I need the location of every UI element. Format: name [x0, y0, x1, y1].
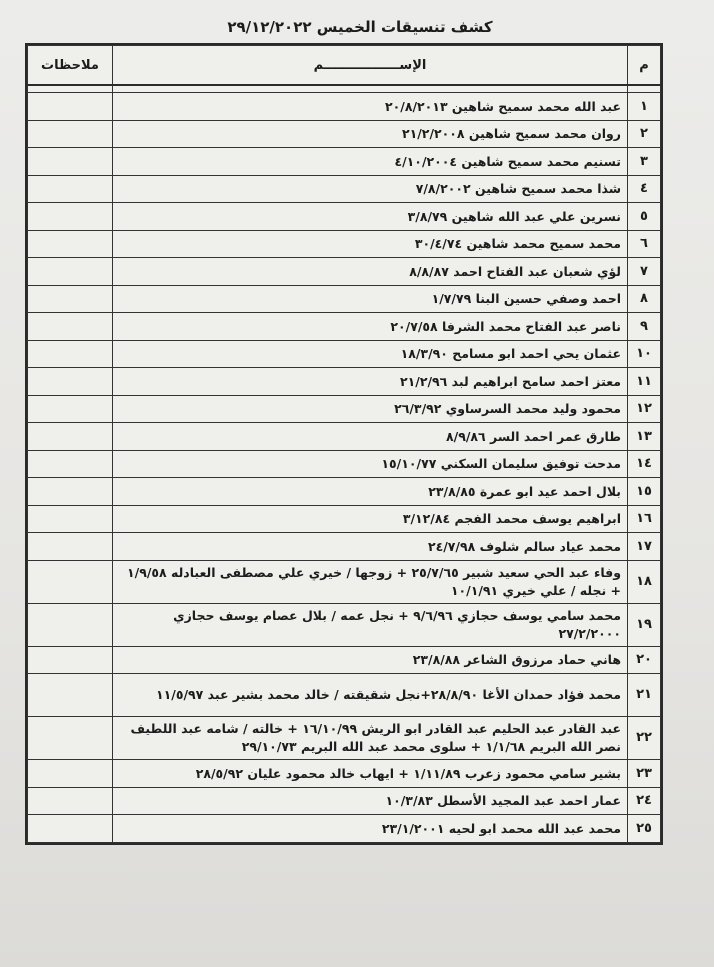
row-notes	[28, 505, 113, 533]
row-notes	[28, 230, 113, 258]
document-title: كشف تنسيقات الخميس ٢٩/١٢/٢٠٢٢	[227, 18, 493, 36]
table-row	[28, 285, 661, 313]
header-name: الإســـــــــــــــــم	[113, 46, 628, 86]
table-row	[28, 230, 661, 258]
row-notes	[28, 313, 113, 341]
row-number: ٤	[628, 175, 661, 203]
row-name: معتز احمد سامح ابراهيم لبد ٢١/٢/٩٦	[113, 368, 628, 396]
row-notes	[28, 93, 113, 121]
table-row	[28, 674, 661, 717]
row-notes	[28, 285, 113, 313]
row-name: مدحت توفيق سليمان السكني ١٥/١٠/٧٧	[113, 450, 628, 478]
row-number: ٢٢	[628, 717, 661, 760]
row-notes	[28, 120, 113, 148]
row-notes	[28, 450, 113, 478]
table-row	[28, 478, 661, 506]
table-body	[28, 85, 661, 842]
table-row	[28, 603, 661, 646]
row-name: شذا محمد سميح شاهين ٧/٨/٢٠٠٢	[113, 175, 628, 203]
table-row	[28, 423, 661, 451]
row-number: ١٣	[628, 423, 661, 451]
table-row	[28, 313, 661, 341]
header-notes: ملاحظات	[28, 46, 113, 86]
row-notes	[28, 203, 113, 231]
table-row	[28, 203, 661, 231]
row-notes	[28, 646, 113, 674]
row-name: نسرين علي عبد الله شاهين ٣/٨/٧٩	[113, 203, 628, 231]
row-name: محمد سامي يوسف حجازي ٩/٦/٩٦ + نجل عمه / بلال عصام يوسف حجازي ٢٧/٢/٢٠٠٠	[113, 603, 628, 646]
row-name: وفاء عبد الحي سعيد شبير ٢٥/٧/٦٥ + زوجها / خيري علي مصطفى العبادله ١/٩/٥٨ + نجله / علي خيري ١٠/١/٩١	[113, 560, 628, 603]
row-number: ٥	[628, 203, 661, 231]
table-row	[28, 787, 661, 815]
row-name: محمود وليد محمد السرساوي ٢٦/٣/٩٢	[113, 395, 628, 423]
row-notes	[28, 423, 113, 451]
names-table-frame	[25, 43, 663, 845]
table-row	[28, 175, 661, 203]
row-name: محمد فؤاد حمدان الأغا ٢٨/٨/٩٠+نجل شقيقته / خالد محمد بشير عبد ١١/٥/٩٧	[113, 674, 628, 717]
row-name: محمد سميح محمد شاهين ٣٠/٤/٧٤	[113, 230, 628, 258]
row-notes	[28, 815, 113, 843]
row-number: ٦	[628, 230, 661, 258]
row-notes	[28, 258, 113, 286]
row-number: ٩	[628, 313, 661, 341]
row-name: بشير سامي محمود زعرب ١/١١/٨٩ + ايهاب خالد محمود عليان ٢٨/٥/٩٢	[113, 760, 628, 788]
row-notes	[28, 717, 113, 760]
row-number: ٢٠	[628, 646, 661, 674]
row-number: ٢	[628, 120, 661, 148]
table-row	[28, 760, 661, 788]
table-row	[28, 395, 661, 423]
row-notes	[28, 175, 113, 203]
row-number: ١٩	[628, 603, 661, 646]
row-notes	[28, 560, 113, 603]
table-row	[28, 505, 661, 533]
header-number: م	[628, 46, 661, 86]
row-name: عبد الله محمد سميح شاهين ٢٠/٨/٢٠١٣	[113, 93, 628, 121]
row-number: ٢١	[628, 674, 661, 717]
table-row	[28, 646, 661, 674]
row-notes	[28, 674, 113, 717]
table-header-row	[28, 46, 661, 86]
table-row	[28, 340, 661, 368]
row-name: عمار احمد عبد المجيد الأسطل ١٠/٣/٨٣	[113, 787, 628, 815]
row-number: ٣	[628, 148, 661, 176]
row-number: ١٢	[628, 395, 661, 423]
row-notes	[28, 533, 113, 561]
row-number: ٢٥	[628, 815, 661, 843]
names-table	[27, 45, 661, 843]
row-name: محمد عبد الله محمد ابو لحيه ٢٣/١/٢٠٠١	[113, 815, 628, 843]
row-number: ١٠	[628, 340, 661, 368]
row-name: طارق عمر احمد السر ٨/٩/٨٦	[113, 423, 628, 451]
row-name: محمد عياد سالم شلوف ٢٤/٧/٩٨	[113, 533, 628, 561]
table-row	[28, 148, 661, 176]
row-notes	[28, 787, 113, 815]
row-name: هاني حماد مرزوق الشاعر ٢٣/٨/٨٨	[113, 646, 628, 674]
row-notes	[28, 368, 113, 396]
header-gap-row	[28, 85, 661, 93]
row-number: ١٧	[628, 533, 661, 561]
row-number: ١١	[628, 368, 661, 396]
table-row	[28, 533, 661, 561]
row-notes	[28, 395, 113, 423]
row-notes	[28, 603, 113, 646]
row-notes	[28, 760, 113, 788]
row-number: ١٥	[628, 478, 661, 506]
row-number: ١٨	[628, 560, 661, 603]
row-name: بلال احمد عيد ابو عمرة ٢٣/٨/٨٥	[113, 478, 628, 506]
table-row	[28, 368, 661, 396]
row-number: ٧	[628, 258, 661, 286]
row-notes	[28, 340, 113, 368]
row-name: لؤي شعبان عبد الفتاح احمد ٨/٨/٨٧	[113, 258, 628, 286]
row-notes	[28, 148, 113, 176]
row-number: ٢٤	[628, 787, 661, 815]
table-row	[28, 560, 661, 603]
row-number: ١٦	[628, 505, 661, 533]
table-row	[28, 450, 661, 478]
row-name: احمد وصفي حسين البنا ١/٧/٧٩	[113, 285, 628, 313]
table-row	[28, 258, 661, 286]
row-number: ١٤	[628, 450, 661, 478]
table-row	[28, 717, 661, 760]
row-name: عبد القادر عبد الحليم عبد القادر ابو الريش ١٦/١٠/٩٩ + خالته / شامه عبد اللطيف نصر الله البريم ١/١/٦٨ + سلوى محمد عبد الله البريم ٢٩/١٠/٧٣	[113, 717, 628, 760]
table-row	[28, 93, 661, 121]
table-row	[28, 120, 661, 148]
table-row	[28, 815, 661, 843]
row-number: ١	[628, 93, 661, 121]
row-name: ابراهيم يوسف محمد الفجم ٣/١٢/٨٤	[113, 505, 628, 533]
row-number: ٨	[628, 285, 661, 313]
row-notes	[28, 478, 113, 506]
row-name: ناصر عبد الفتاح محمد الشرفا ٢٠/٧/٥٨	[113, 313, 628, 341]
row-name: عثمان يحي احمد ابو مسامح ١٨/٣/٩٠	[113, 340, 628, 368]
row-name: روان محمد سميح شاهين ٢١/٢/٢٠٠٨	[113, 120, 628, 148]
row-number: ٢٣	[628, 760, 661, 788]
row-name: تسنيم محمد سميح شاهين ٤/١٠/٢٠٠٤	[113, 148, 628, 176]
